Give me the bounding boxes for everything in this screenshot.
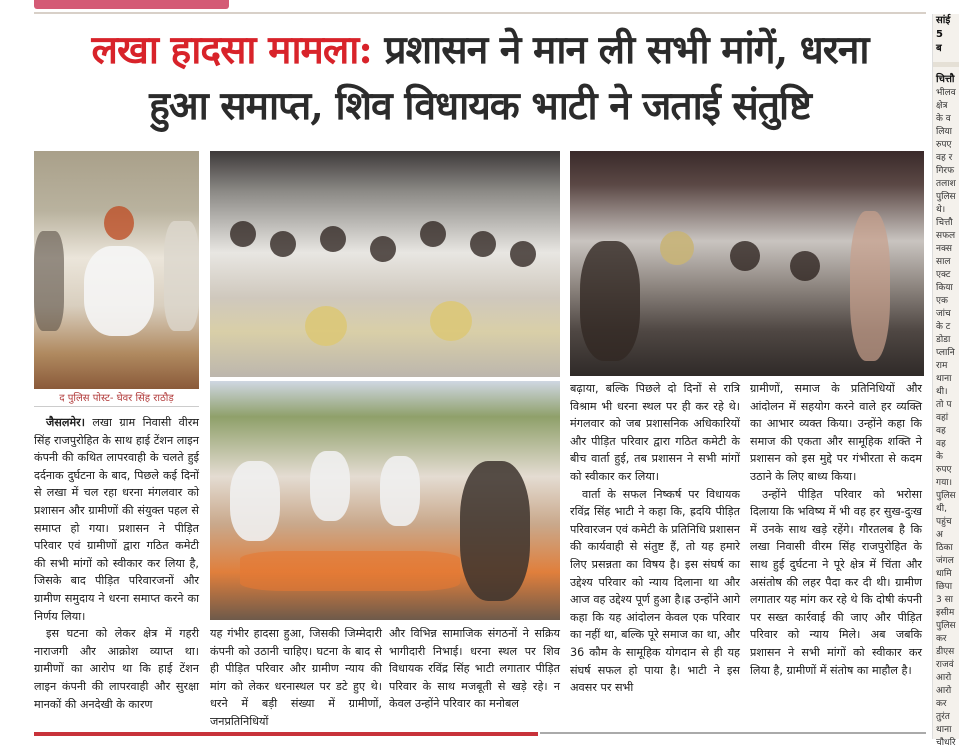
headline-red-part: लखा हादसा मामला: <box>91 27 372 73</box>
sidebar-line: नक्स <box>936 244 952 254</box>
sidebar-line: के <box>936 452 943 462</box>
paragraph: ग्रामीणों, समाज के प्रतिनिधियों और आंदोलन में सहयोग करने वाले हर व्यक्ति का आभार व्यक्त किया। उन्होंने कहा कि समाज की एकता और सामूहिक शक्ति ने प्रशासन को इस मुद्दे पर गंभीरता से कदम उठाने के लिए बाध्य किया। <box>750 382 922 483</box>
sidebar-line: थी। <box>936 387 948 397</box>
sidebar-line: जांच <box>936 309 951 319</box>
sidebar-line: रुपए <box>936 465 952 475</box>
sidebar-line: धामि <box>936 569 952 579</box>
photo-caption: द पुलिस पोस्ट- घेवर सिंह राठौड़ <box>59 393 174 404</box>
article-column-3 <box>389 625 560 713</box>
sidebar-line: कर <box>936 699 947 709</box>
sidebar-line: आरो <box>936 686 952 696</box>
sidebar-line: क्षेत्र <box>936 101 948 111</box>
sidebar-line: कर <box>936 634 947 644</box>
paragraph-text: लखा ग्राम निवासी वीरम सिंह राजपुरोहित के साथ हाई टेंशन लाइन कंपनी की कथित लापरवाही के चलते हुई दर्दनाक दुर्घटना के बाद, पिछले कई दिनों से लखा में चल रहा धरना मंगलवार को प्रशासन और ग्रामीणों की संयुक्त पहल से समाप्त हो गया। प्रशासन ने पीड़ित परिवार एवं ग्रामीणों द्वारा गठित कमेटी की सभी मांगों को स्वीकार कर लिया है, जिसके बाद पीड़ित परिवारजनों और ग्रामीण समुदाय ने धरना समाप्त करने का निर्णय लिया। <box>34 416 199 623</box>
sidebar-line: के ट <box>936 322 951 332</box>
article-column-4 <box>570 380 740 697</box>
sidebar-line: के व <box>936 114 951 124</box>
headline <box>34 22 926 134</box>
sidebar-line: थाना <box>936 725 952 735</box>
sidebar-line: चित्तौ <box>936 218 953 228</box>
sidebar-line: डीएस <box>936 647 955 657</box>
sidebar-line: थे। <box>936 205 946 215</box>
photo-meeting-crowd <box>210 151 560 377</box>
sidebar-separator <box>933 62 959 67</box>
sidebar-line: पुलिस <box>936 621 956 631</box>
photo-mla-seated <box>34 151 199 389</box>
paragraph: इस घटना को लेकर क्षेत्र में गहरी नाराजगी और आक्रोश व्याप्त था। ग्रामीणों का आरोप था कि हाई टेंशन लाइन कंपनी की लापरवाही और सुरक्षा मानकों की अनदेखी के कारण <box>34 627 199 711</box>
paragraph: उन्होंने पीड़ित परिवार को भरोसा दिलाया कि भविष्य में भी वह हर सुख-दुःख में उनके साथ खड़े रहेंगे। गौरतलब है कि लखा निवासी वीरम सिंह राजपुरोहित के साथ हुई दुर्घटना ने पूरे क्षेत्र में चिंता और असंतोष की लहर पैदा कर दी थी। ग्रामीण लगातार यह मांग कर रहे थे कि दोषी कंपनी पर सख्त कार्रवाई की जाए और पीड़ित परिवार को न्याय मिले। अब जबकि प्रशासन ने सभी मांगों को स्वीकार कर लिया है, ग्रामीणों में संतोष का माहौल है। <box>750 487 922 677</box>
sidebar-line: इसीम <box>936 608 955 618</box>
sidebar-head: 5 <box>936 29 943 40</box>
paragraph: वार्ता के सफल निष्कर्ष पर विधायक रविंद्र सिंह भाटी ने कहा कि, ह्रदयि पीड़ित परिवारजन एवं कमेटी के प्रतिनिधि प्रशासन की कार्यवाही से संतुष्ट हैं, तो यह हमारे लिए प्रसन्नता का विषय है। इस संघर्ष का उद्देश्य परिवार को न्याय दिलाना था और आज वह उद्देश्य पूर्ण हुआ है।ह्र उन्होंने आगे कहा कि यह आंदोलन केवल एक परिवार का नहीं था, बल्कि पूरे समाज का था, और 36 कौम के सामूहिक योगदान से ही यह संघर्ष सफल हो पाया है। भाटी ने इस अवसर पर सभी <box>570 487 740 695</box>
sidebar-line: छिपा <box>936 582 953 592</box>
paragraph: और विभिन्न सामाजिक संगठनों ने सक्रिय भागीदारी निभाई। धरना स्थल पर शिव विधायक रविंद्र सिंह भाटी लगातार पीड़ित परिवार के साथ मजबूती से खड़े रहे। न केवल उन्होंने परिवार का मनोबल <box>389 627 560 711</box>
sidebar-line: राजवं <box>936 660 954 670</box>
caption-rule <box>34 406 199 407</box>
paragraph: यह गंभीर हादसा हुआ, जिसकी जिम्मेदारी कंपनी को उठानी चाहिए। घटना के बाद से ही पीड़ित परिवार और ग्रामीण न्याय की मांग को लेकर धरनास्थल पर डटे हुए थे। धरने में बड़ी संख्या में ग्रामीणों, जनप्रतिनिधियों <box>210 627 382 728</box>
adjacent-article-strip <box>932 14 959 748</box>
photo-night-gathering <box>570 151 924 376</box>
sidebar-line: थी, <box>936 504 947 514</box>
sidebar-line: प्लानि <box>936 348 955 358</box>
sidebar-line: सफल <box>936 231 956 241</box>
headline-rest: प्रशासन ने मान ली सभी मांगें, धरना <box>371 27 869 73</box>
top-rule <box>34 12 926 14</box>
headline-line-2: हुआ समाप्त, शिव विधायक भाटी ने जताई संतुष्टि <box>149 83 811 129</box>
sidebar-subhead: चित्तौ <box>936 74 955 85</box>
article-column-2 <box>210 625 382 731</box>
dateline: जैसलमेर। <box>46 416 85 429</box>
sidebar-line: किया <box>936 283 953 293</box>
sidebar-line: डोडा <box>936 335 951 345</box>
article-column-1 <box>34 414 199 713</box>
sidebar-line: राम <box>936 361 948 371</box>
sidebar-line: साल <box>936 257 951 267</box>
sidebar-line: ठिका <box>936 543 953 553</box>
sidebar-line: एक <box>936 296 948 306</box>
sidebar-line: वह <box>936 439 946 449</box>
sidebar-text <box>933 87 959 750</box>
photo-puja-ceremony <box>210 381 560 620</box>
sidebar-line: तलाश <box>936 179 956 189</box>
sidebar-line: चौधरि <box>936 738 956 748</box>
bottom-rule-gray <box>540 732 926 734</box>
sidebar-line: गया। <box>936 478 953 488</box>
sidebar-line: 3 सा <box>936 595 954 605</box>
sidebar-line: तो प <box>936 400 952 410</box>
paragraph <box>34 414 199 625</box>
sidebar-line: पहुंच <box>936 517 952 527</box>
sidebar-line: पुलिस <box>936 491 956 501</box>
sidebar-head: सांई <box>936 15 951 26</box>
sidebar-line: अ <box>936 530 943 540</box>
sidebar-line: जंगल <box>936 556 954 566</box>
sidebar-line: तुरंत <box>936 712 950 722</box>
sidebar-line: लिया <box>936 127 952 137</box>
sidebar-line: वह <box>936 426 946 436</box>
sidebar-line: आरो <box>936 673 952 683</box>
sidebar-line: गिरफ <box>936 166 955 176</box>
sidebar-line: वहां <box>936 413 949 423</box>
sidebar-head: ब <box>936 43 942 54</box>
sidebar-line: भीलव <box>936 88 956 98</box>
sidebar-line: वह र <box>936 153 953 163</box>
sidebar-line: पुलिस <box>936 192 956 202</box>
sidebar-line: थाना <box>936 374 952 384</box>
paragraph: बढ़ाया, बल्कि पिछले दो दिनों से रात्रि विश्राम भी धरना स्थल पर ही कर रहे थे। मंगलवार को जब प्रशासनिक अधिकारियों और पीड़ित परिवार द्वारा गठित कमेटी के बीच वार्ता हुई, तब प्रशासन ने सभी मांगों को स्वीकार कर लिया। <box>570 382 740 483</box>
section-tag <box>34 0 229 9</box>
sidebar-line: रुपए <box>936 140 952 150</box>
bottom-rule-red <box>34 732 538 736</box>
headline-line-1 <box>34 22 926 78</box>
article-column-5 <box>750 380 922 679</box>
sidebar-line: एक्ट <box>936 270 951 280</box>
